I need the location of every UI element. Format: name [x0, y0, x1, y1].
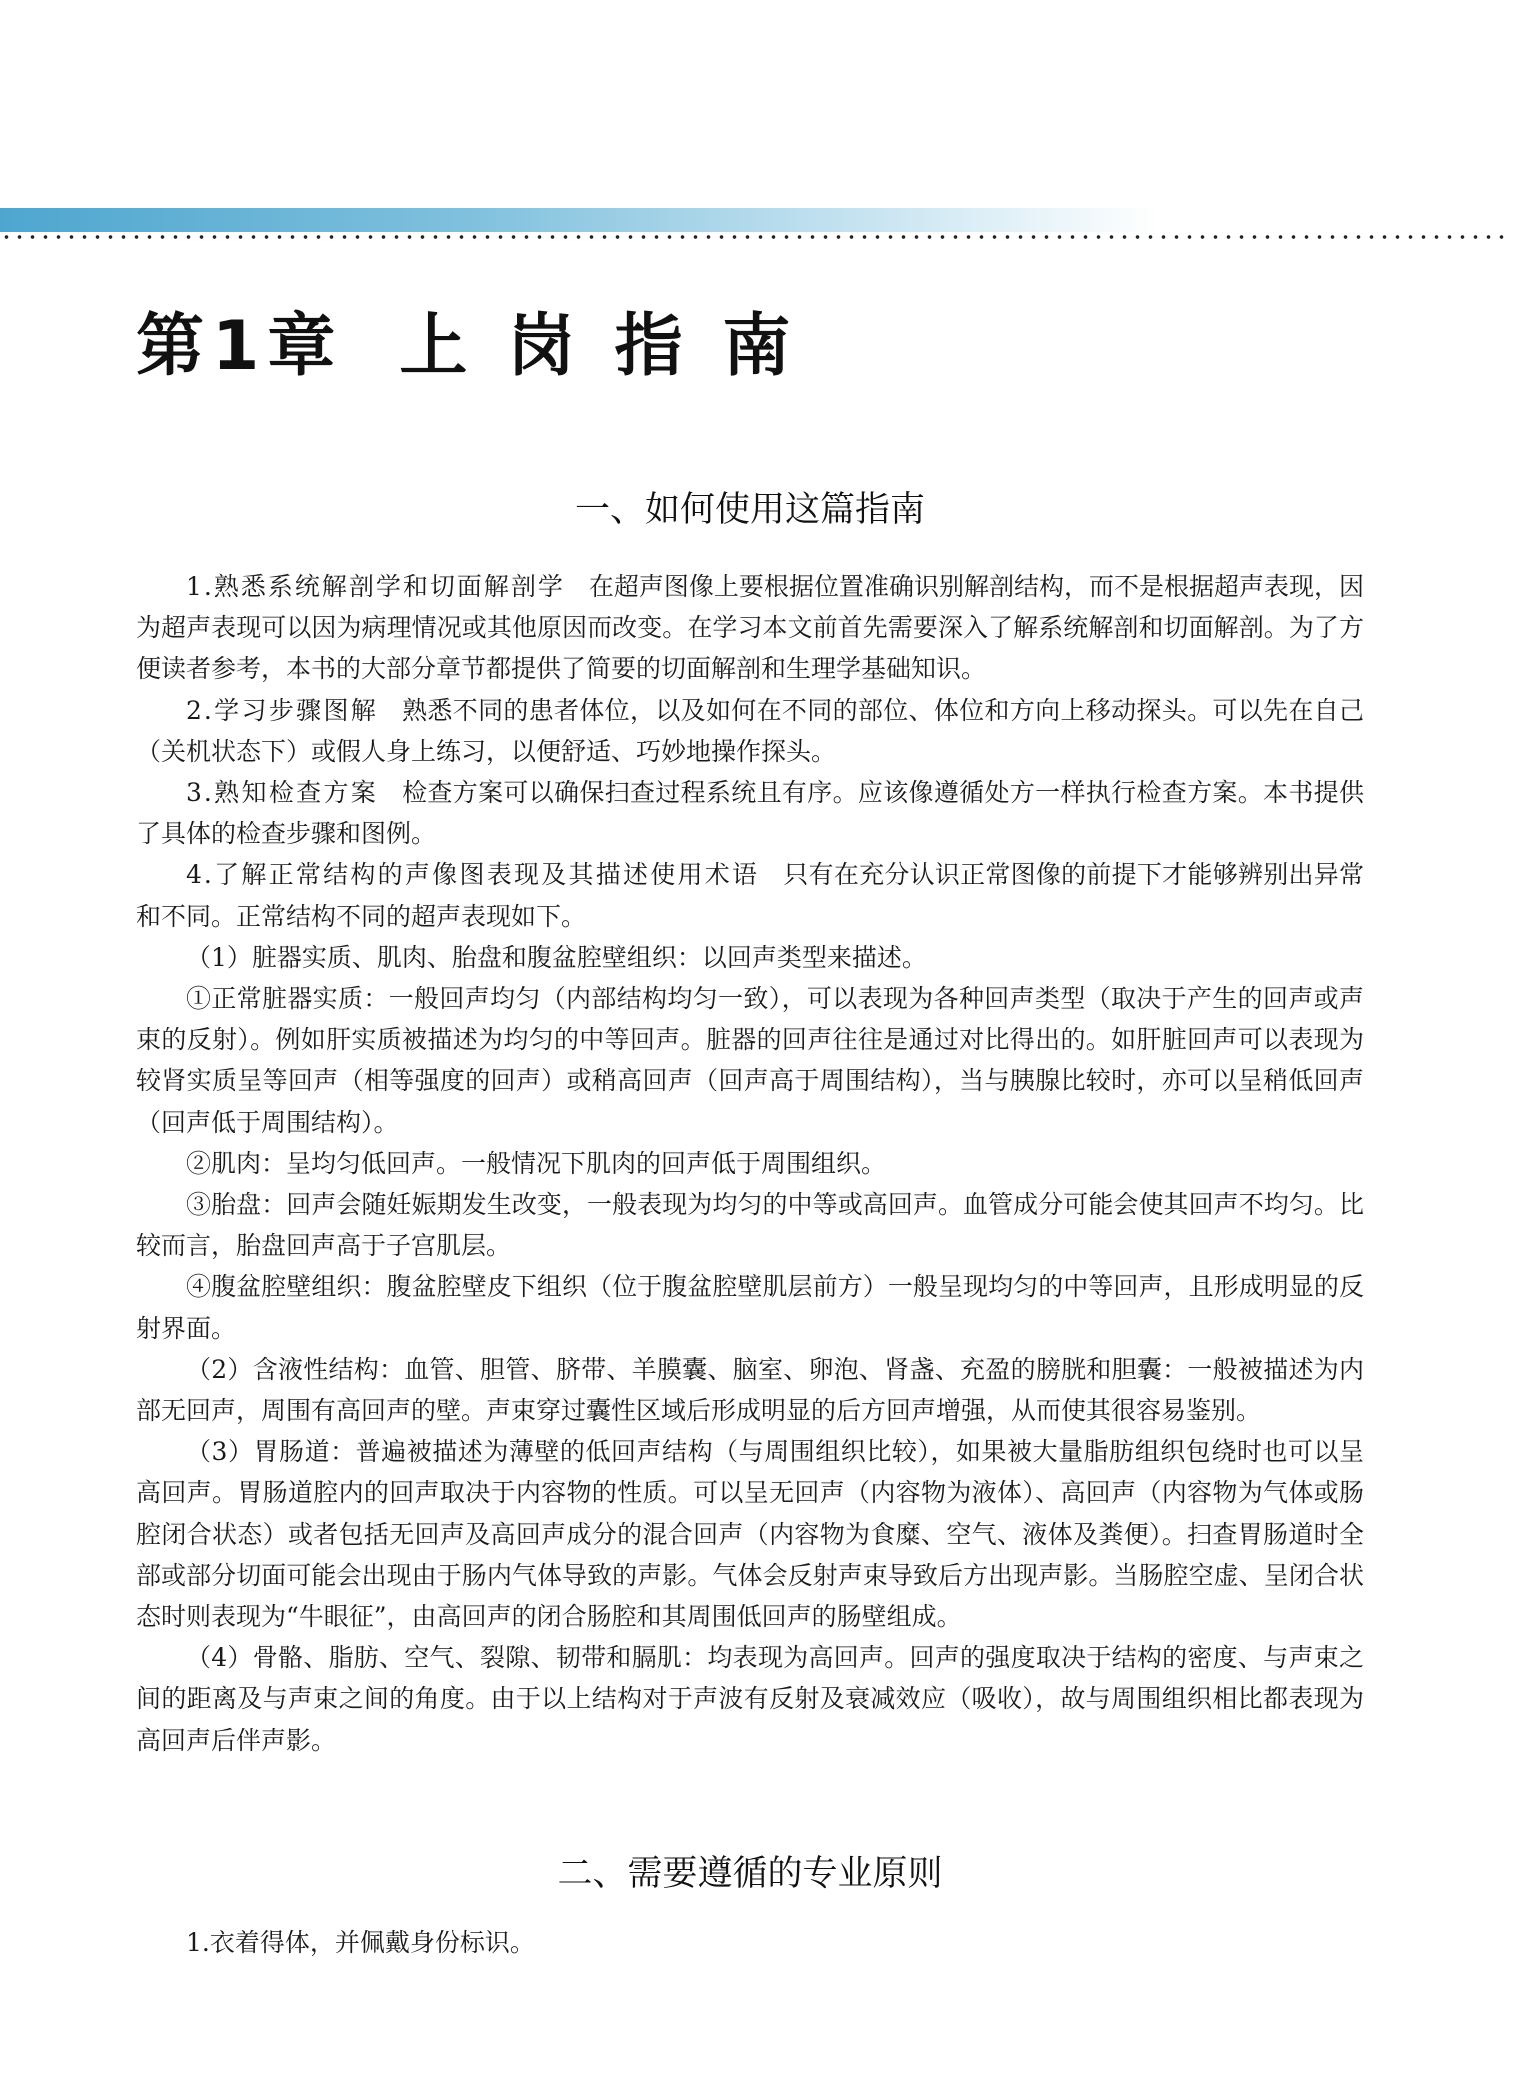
paragraph-text: 1.衣着得体，并佩戴身份标识。	[186, 1928, 535, 1957]
paragraph-text: 熟悉不同的患者体位，以及如何在不同的部位、体位和方向上移动探头。可以先在自己（关机状态下）或假人身上练习，以便舒适、巧妙地操作探头。	[136, 695, 1364, 766]
paragraph-lead: 2.学习步骤图解	[186, 695, 379, 725]
chapter-name: 上 岗 指 南	[399, 307, 799, 386]
paragraph-text: ①正常脏器实质：一般回声均匀（内部结构均匀一致），可以表现为各种回声类型（取决于产生的回声或声束的反射）。例如肝实质被描述为均匀的中等回声。脏器的回声往往是通过对比得出的。如肝脏回声可以表现为较肾实质呈等回声（相等强度的回声）或稍高回声（回声高于周围结构），当与胰腺比较时，亦可以呈稍低回声（回声低于周围结构）。	[136, 984, 1364, 1137]
section-body	[136, 1922, 1364, 1963]
paragraph-text: ④腹盆腔壁组织：腹盆腔壁皮下组织（位于腹盆腔壁肌层前方）一般呈现均匀的中等回声，且形成明显的反射界面。	[136, 1272, 1364, 1343]
paragraph	[136, 772, 1364, 854]
paragraph	[136, 854, 1364, 936]
paragraph	[136, 690, 1364, 772]
chapter-number: 第1章	[136, 307, 344, 386]
paragraph-text: （1）脏器实质、肌肉、胎盘和腹盆腔壁组织：以回声类型来描述。	[186, 942, 927, 972]
dotted-rule	[0, 234, 1504, 240]
header-color-band	[0, 208, 1160, 232]
paragraph-lead: 1.熟悉系统解剖学和切面解剖学	[186, 572, 565, 601]
paragraph	[136, 1349, 1364, 1431]
paragraph-text: ③胎盘：回声会随妊娠期发生改变，一般表现为均匀的中等或高回声。血管成分可能会使其回声不均匀。比较而言，胎盘回声高于子宫肌层。	[136, 1190, 1364, 1261]
paragraph-text: （3）胃肠道：普遍被描述为薄壁的低回声结构（与周围组织比较），如果被大量脂肪组织包绕时也可以呈高回声。胃肠道腔内的回声取决于内容物的性质。可以呈无回声（内容物为液体）、高回声（内容物为气体或肠腔闭合状态）或者包括无回声及高回声成分的混合回声（内容物为食糜、空气、液体及粪便）。扫查胃肠道时全部或部分切面可能会出现由于肠内气体导致的声影。气体会反射声束导致后方出现声影。当肠腔空虚、呈闭合状态时则表现为“牛眼征”，由高回声的闭合肠腔和其周围低回声的肠壁组成。	[136, 1437, 1364, 1632]
paragraph	[136, 1266, 1364, 1348]
paragraph-text: （4）骨骼、脂肪、空气、裂隙、韧带和膈肌：均表现为高回声。回声的强度取决于结构的密度、与声束之间的距离及与声束之间的角度。由于以上结构对于声波有反射及衰减效应（吸收），故与周围组织相比都表现为高回声后伴声影。	[136, 1643, 1364, 1755]
paragraph-lead: 3.熟知检查方案	[186, 778, 379, 808]
paragraph-text: ②肌肉：呈均匀低回声。一般情况下肌肉的回声低于周围组织。	[186, 1148, 887, 1178]
chapter-title	[136, 292, 798, 389]
paragraph-text: 在超声图像上要根据位置准确识别解剖结构，而不是根据超声表现，因为超声表现可以因为病理情况或其他原因而改变。在学习本文前首先需要深入了解系统解剖和切面解剖。为了方便读者参考，本书的大部分章节都提供了简要的切面解剖和生理学基础知识。	[136, 572, 1364, 684]
paragraph	[136, 1143, 1364, 1184]
paragraph-text: 检查方案可以确保扫查过程系统且有序。应该像遵循处方一样执行检查方案。本书提供了具体的检查步骤和图例。	[136, 778, 1364, 849]
paragraph	[136, 978, 1364, 1143]
paragraph	[136, 1922, 1364, 1963]
paragraph-text: （2）含液性结构：血管、胆管、脐带、羊膜囊、脑室、卵泡、肾盏、充盈的膀胱和胆囊：一般被描述为内部无回声，周围有高回声的壁。声束穿过囊性区域后形成明显的后方回声增强，从而使其很容易鉴别。	[136, 1354, 1364, 1426]
paragraph	[136, 937, 1364, 978]
paragraph	[136, 1637, 1364, 1761]
paragraph	[136, 566, 1364, 690]
section-body	[136, 566, 1364, 1761]
section-heading: 一、如何使用这篇指南	[574, 490, 925, 530]
paragraph-lead: 4.了解正常结构的声像图表现及其描述使用术语	[186, 860, 760, 890]
section-heading: 二、需要遵循的专业原则	[557, 1854, 943, 1894]
paragraph	[136, 1184, 1364, 1266]
paragraph	[136, 1431, 1364, 1637]
paragraph-text: 只有在充分认识正常图像的前提下才能够辨别出异常和不同。正常结构不同的超声表现如下。	[136, 860, 1364, 931]
